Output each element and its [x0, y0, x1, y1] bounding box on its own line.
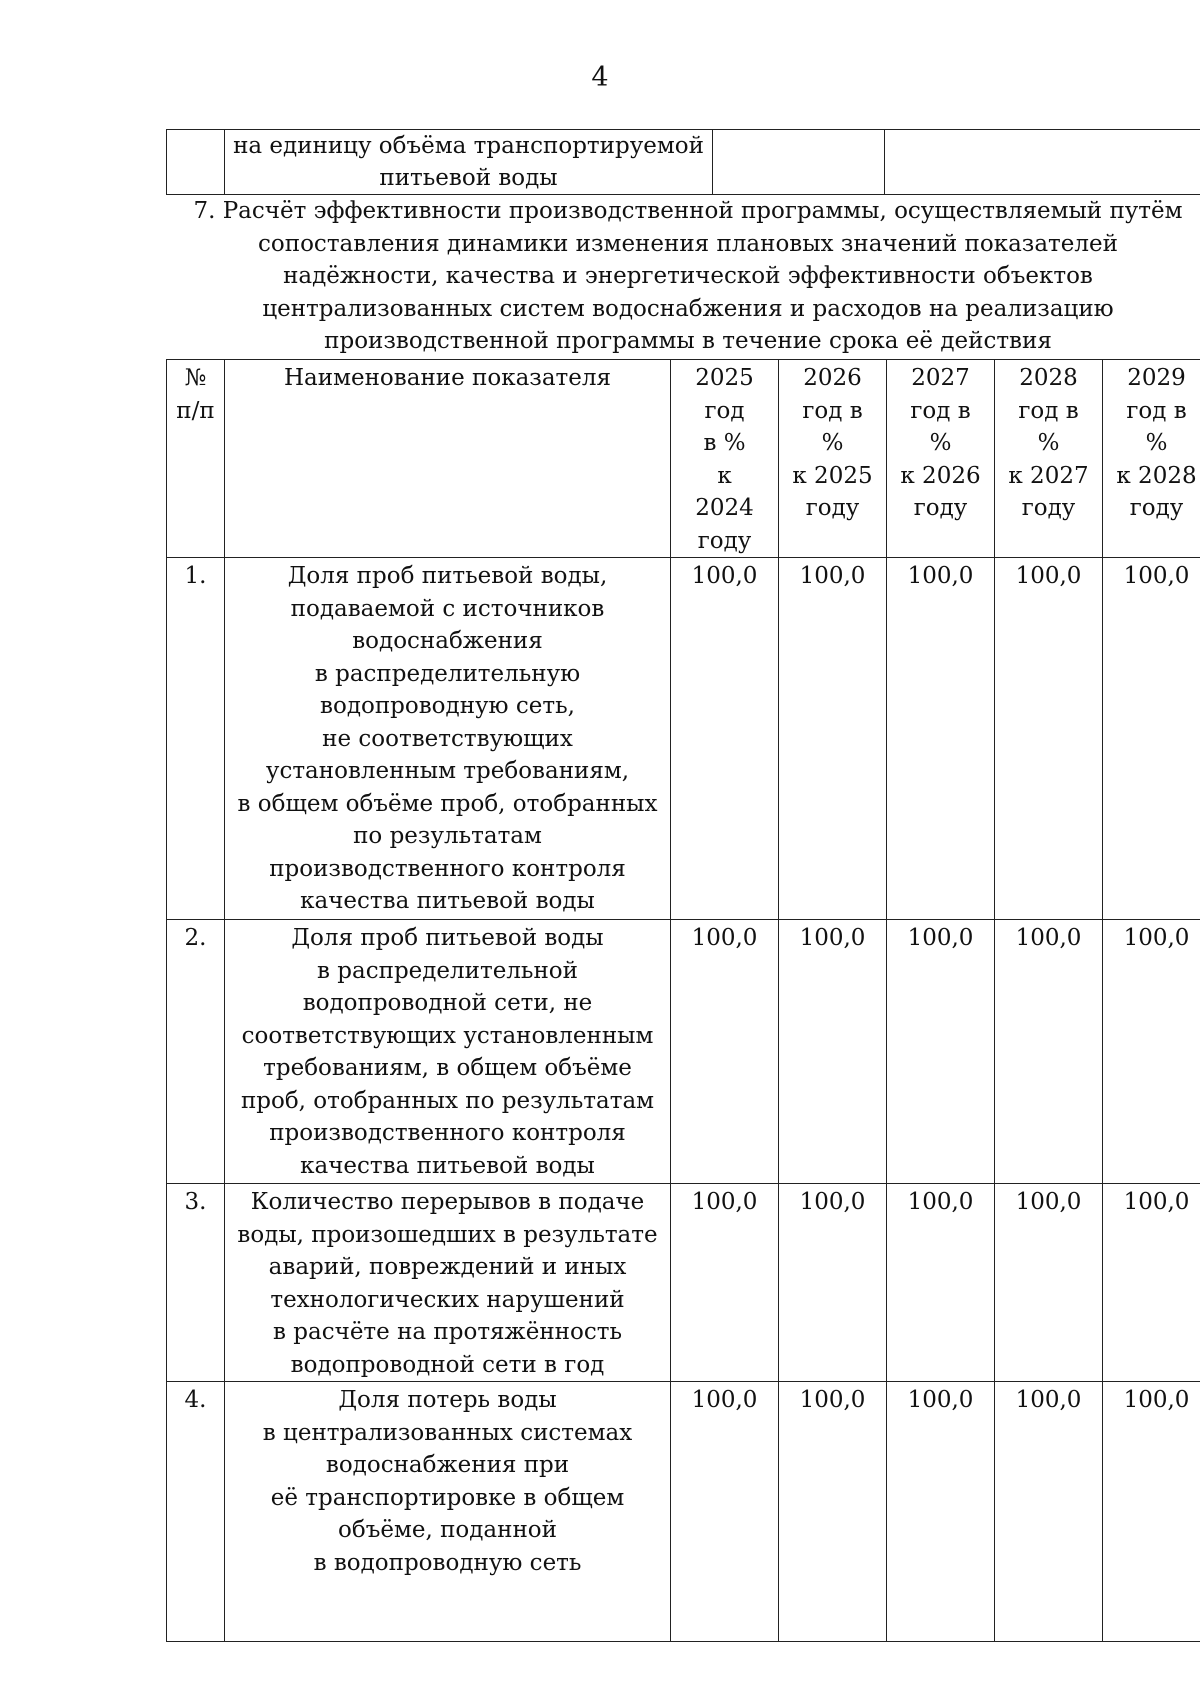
value-cell: 100,0	[671, 920, 779, 1184]
continuation-value-cell	[885, 130, 1200, 195]
continuation-name-cell: на единицу объёма транспортируемой питьевой воды	[225, 130, 713, 195]
header-num: № п/п	[167, 360, 225, 558]
value-cell: 100,0	[995, 1184, 1103, 1382]
value-cell: 100,0	[995, 558, 1103, 920]
header-year-2027: 2027 год в % к 2026 году	[887, 360, 995, 558]
table-row	[167, 130, 1200, 195]
value-cell: 100,0	[1103, 1184, 1200, 1382]
header-year-2029: 2029 год в % к 2028 году	[1103, 360, 1200, 558]
value-cell: 100,0	[671, 558, 779, 920]
header-year-2025: 2025 год в % к 2024 году	[671, 360, 779, 558]
value-cell: 100,0	[1103, 1382, 1200, 1642]
value-cell: 100,0	[671, 1382, 779, 1642]
row-number: 4.	[167, 1382, 225, 1642]
table-row	[167, 1184, 1200, 1382]
value-cell: 100,0	[995, 920, 1103, 1184]
value-cell: 100,0	[887, 558, 995, 920]
indicator-name: Доля проб питьевой воды в распределительной водопроводной сети, не соответствующих установленным требованиям, в общем объёме проб, отобранных по результатам производственного контроля качества питьевой воды	[225, 920, 671, 1184]
table-header-row	[167, 360, 1200, 558]
value-cell: 100,0	[671, 1184, 779, 1382]
header-year-2028: 2028 год в % к 2027 году	[995, 360, 1103, 558]
value-cell: 100,0	[779, 1382, 887, 1642]
header-name: Наименование показателя	[225, 360, 671, 558]
efficiency-table	[166, 359, 1200, 1642]
indicator-name: Доля потерь воды в централизованных системах водоснабжения при её транспортировке в общем объёме, поданной в водопроводную сеть	[225, 1382, 671, 1642]
header-year-2026: 2026 год в % к 2025 году	[779, 360, 887, 558]
indicator-name: Доля проб питьевой воды, подаваемой с источников водоснабжения в распределительную водопроводную сеть, не соответствующих установленным требованиям, в общем объёме проб, отобранных по результатам производственного контроля качества питьевой воды	[225, 558, 671, 920]
value-cell: 100,0	[779, 1184, 887, 1382]
indicator-name: Количество перерывов в подаче воды, произошедших в результате аварий, повреждений и иных технологических нарушений в расчёте на протяжённость водопроводной сети в год	[225, 1184, 671, 1382]
row-number: 2.	[167, 920, 225, 1184]
continuation-num-cell	[167, 130, 225, 195]
value-cell: 100,0	[1103, 920, 1200, 1184]
table-row	[167, 558, 1200, 920]
row-number: 3.	[167, 1184, 225, 1382]
value-cell: 100,0	[779, 920, 887, 1184]
continuation-table	[166, 129, 1200, 195]
value-cell: 100,0	[887, 920, 995, 1184]
value-cell: 100,0	[995, 1382, 1103, 1642]
value-cell: 100,0	[779, 558, 887, 920]
table-row	[167, 920, 1200, 1184]
value-cell: 100,0	[1103, 558, 1200, 920]
continuation-value-cell	[713, 130, 885, 195]
table-row	[167, 1382, 1200, 1642]
section-heading: 7. Расчёт эффективности производственной программы, осуществляемый путём сопоставления динамики изменения плановых значений показателей надёжности, качества и энергетической эффективности объектов централизованных систем водоснабжения и расходов на реализацию производственной программы в течение срока её действия	[193, 198, 1183, 354]
value-cell: 100,0	[887, 1382, 995, 1642]
row-number: 1.	[167, 558, 225, 920]
page-number: 4	[591, 62, 609, 93]
value-cell: 100,0	[887, 1184, 995, 1382]
